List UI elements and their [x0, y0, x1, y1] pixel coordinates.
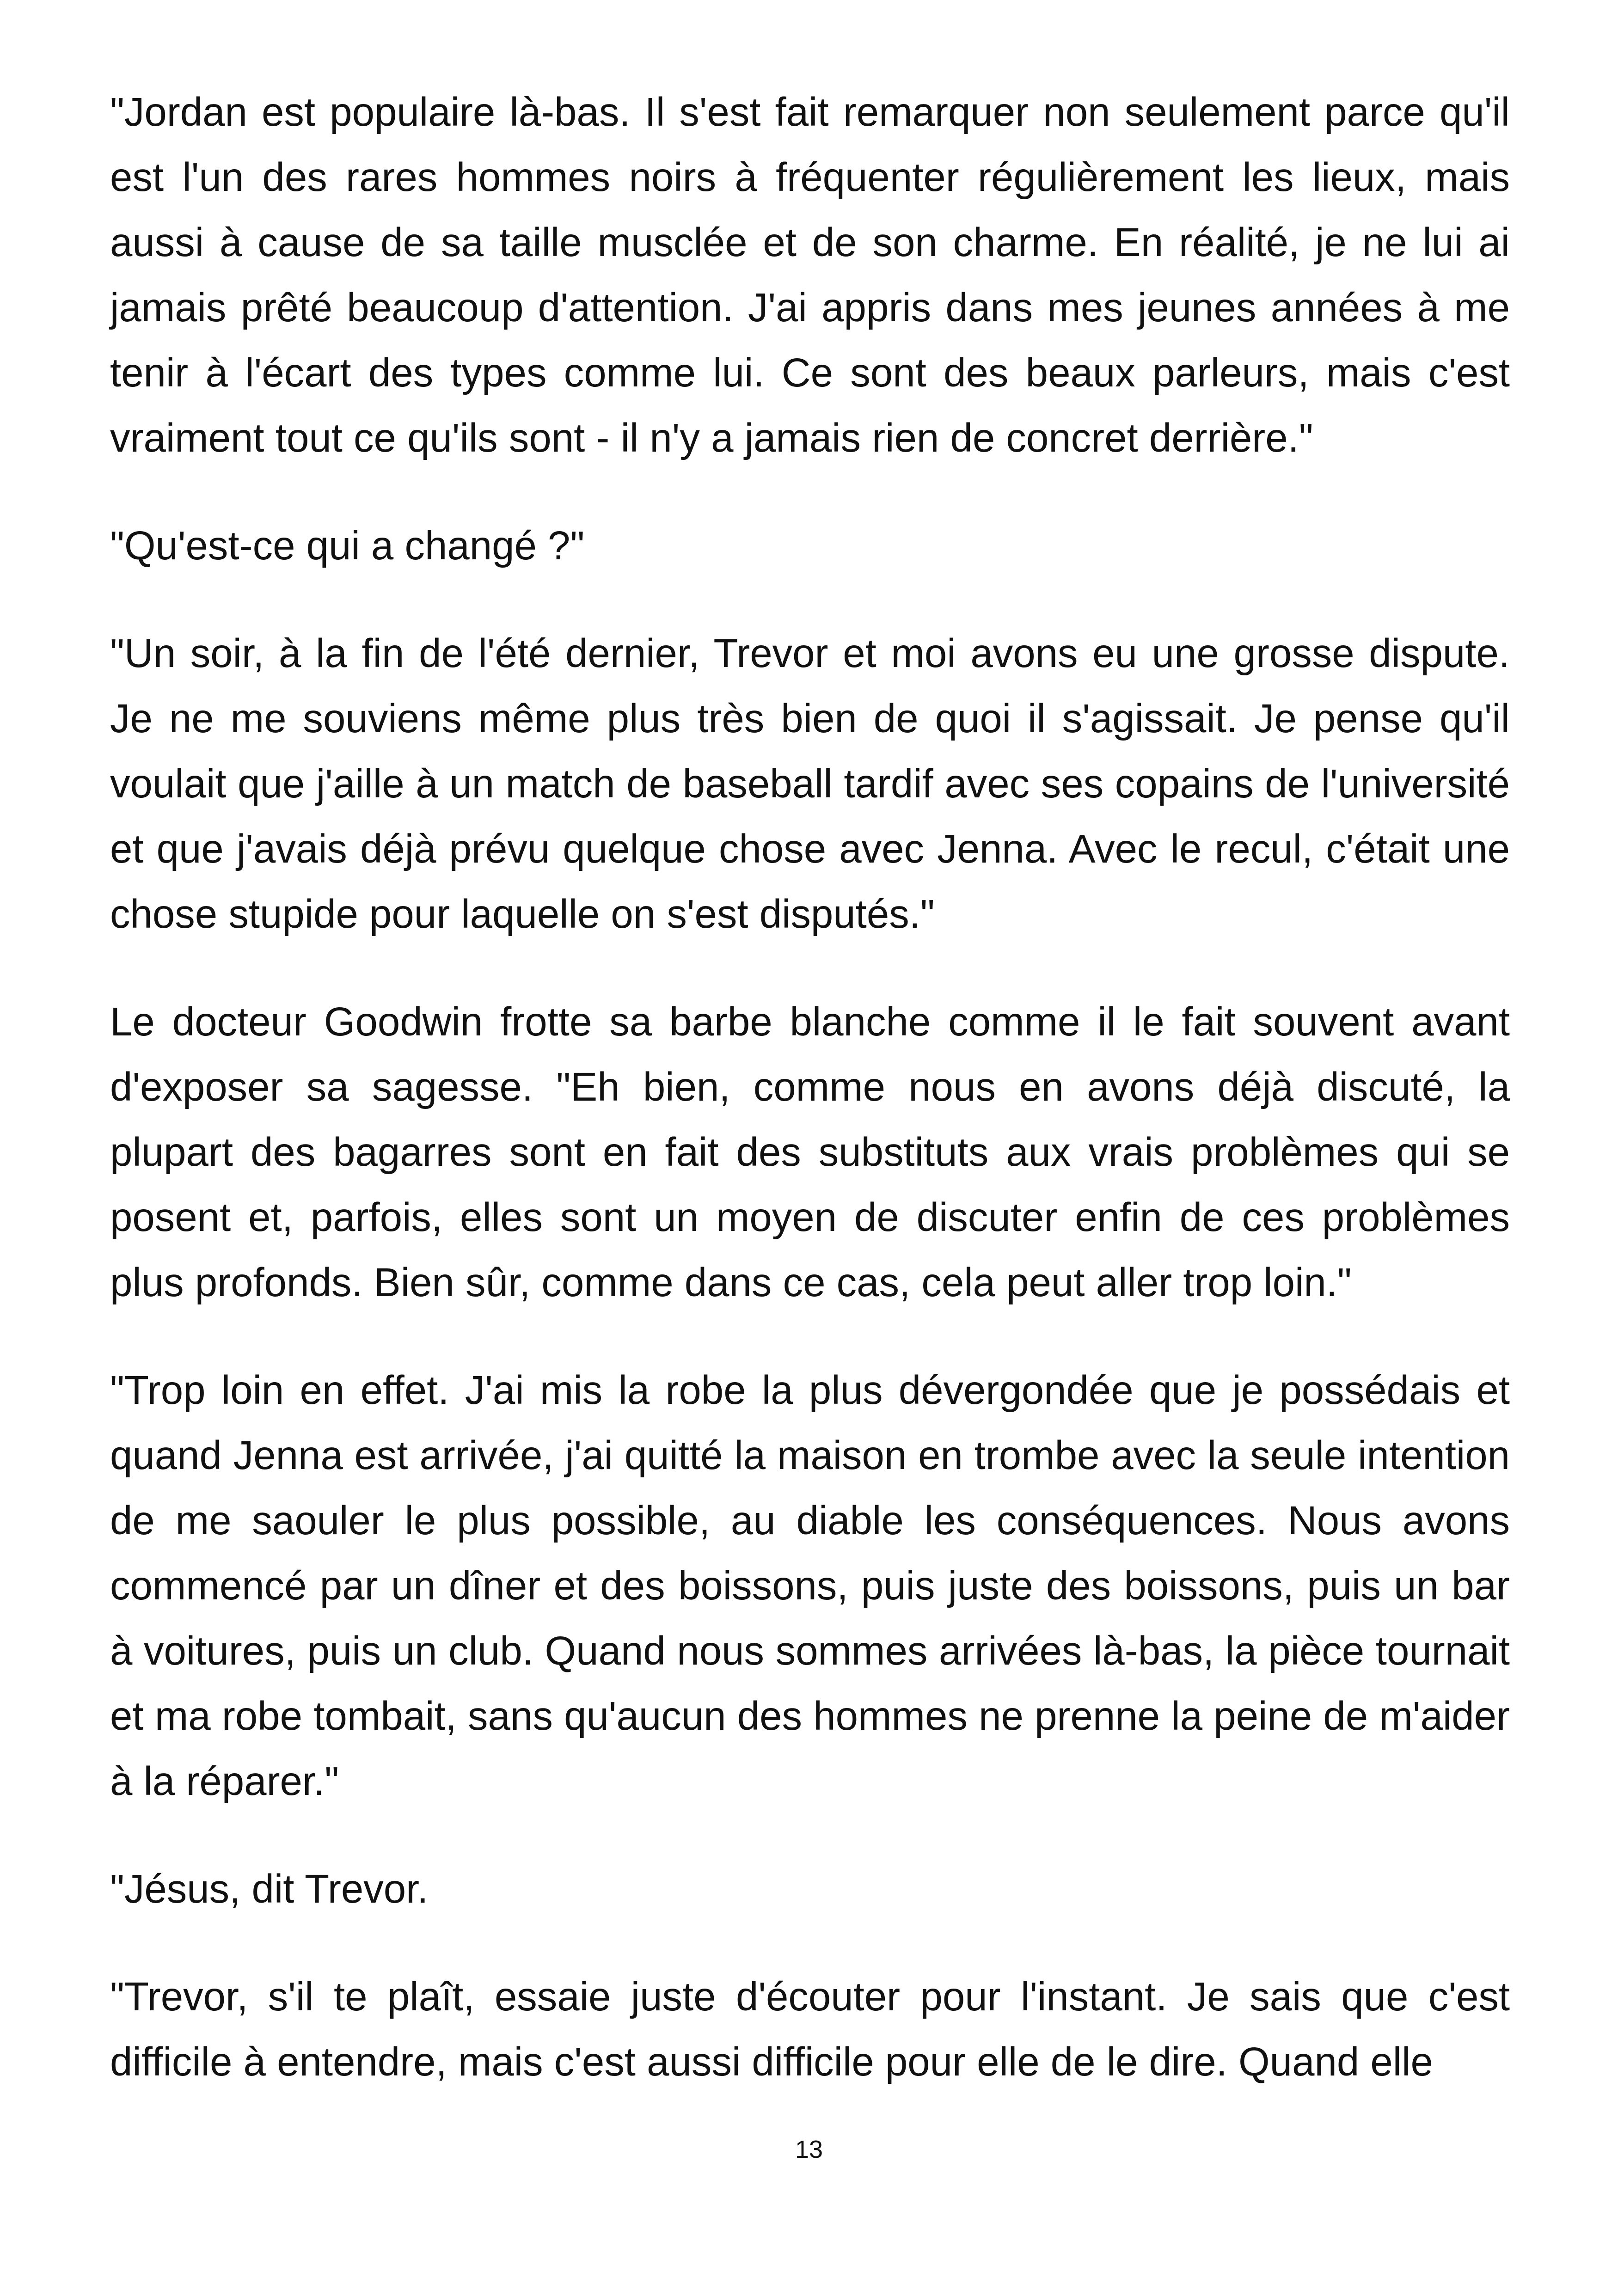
paragraph: Le docteur Goodwin frotte sa barbe blanche comme il le fait souvent avant d'exposer sa sagesse. "Eh bien, comme nous en avons déjà discuté, la plupart des bagarres sont en fait des substituts aux vrais problèmes qui se posent et, parfois, elles sont un moyen de discuter enfin de ces problèmes plus profonds. Bien sûr, comme dans ce cas, cela peut aller trop loin.": [110, 999, 1510, 1305]
page-number: 13: [795, 2136, 823, 2163]
paragraph: "Jésus, dit Trevor.: [110, 1867, 429, 1911]
body-text: [110, 80, 1510, 2094]
paragraph: "Trop loin en effet. J'ai mis la robe la plus dévergondée que je possédais et quand Jenna est arrivée, j'ai quitté la maison en trombe avec la seule intention de me saouler le plus possible, au diable les conséquences. Nous avons commencé par un dîner et des boissons, puis juste des boissons, puis un bar à voitures, puis un club. Quand nous sommes arrivées là-bas, la pièce tournait et ma robe tombait, sans qu'aucun des hommes ne prenne la peine de m'aider à la réparer.": [110, 1368, 1510, 1804]
paragraph: "Qu'est-ce qui a changé ?": [110, 523, 585, 568]
paragraph: "Un soir, à la fin de l'été dernier, Trevor et moi avons eu une grosse dispute. Je ne me souviens même plus très bien de quoi il s'agissait. Je pense qu'il voulait que j'aille à un match de baseball tardif avec ses copains de l'université et que j'avais déjà prévu quelque chose avec Jenna. Avec le recul, c'était une chose stupide pour laquelle on s'est disputés.": [110, 631, 1510, 937]
paragraph: "Trevor, s'il te plaît, essaie juste d'écouter pour l'instant. Je sais que c'est difficile à entendre, mais c'est aussi difficile pour elle de le dire. Quand elle: [110, 1974, 1510, 2084]
paragraph: "Jordan est populaire là-bas. Il s'est fait remarquer non seulement parce qu'il est l'un des rares hommes noirs à fréquenter régulièrement les lieux, mais aussi à cause de sa taille musclée et de son charme. En réalité, je ne lui ai jamais prêté beaucoup d'attention. J'ai appris dans mes jeunes années à me tenir à l'écart des types comme lui. Ce sont des beaux parleurs, mais c'est vraiment tout ce qu'ils sont - il n'y a jamais rien de concret derrière.": [110, 90, 1510, 460]
